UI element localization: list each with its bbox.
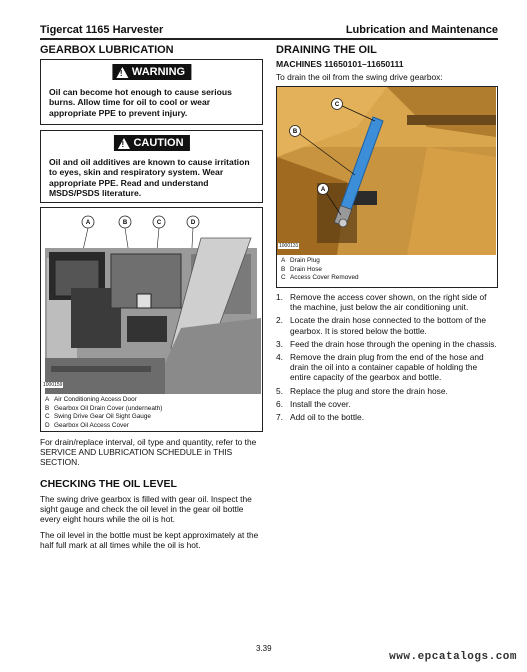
caution-label: CAUTION <box>133 137 184 149</box>
intro-paragraph: For drain/replace interval, oil type and quantity, refer to the SERVICE AND LUBRICATION SCHEDULE in THIS SECTION. <box>40 437 257 468</box>
legend-item-a-left: A Air Conditioning Access Door <box>45 396 137 403</box>
legend-item-c-right: C Access Cover Removed <box>281 274 359 282</box>
figure-id-left: 1000159 <box>43 382 63 388</box>
callout-a-left: A <box>85 220 91 226</box>
warning-sign <box>112 64 191 80</box>
draining-intro: To drain the oil from the swing drive gearbox: <box>276 72 443 82</box>
figure-id-right: 1000131 <box>279 243 299 249</box>
callout-c-right: C <box>334 102 340 108</box>
step-3: 3. Feed the drain hose through the opening in the chassis. <box>276 338 497 349</box>
drain-location-photo <box>277 87 496 255</box>
callout-a-right: A <box>320 187 326 193</box>
header-left: Tigercat 1165 Harvester <box>40 24 164 36</box>
warning-box <box>40 59 263 125</box>
legend-item-b-left: B Gearbox Oil Drain Cover (underneath) <box>45 404 163 412</box>
header-right: Lubrication and Maintenance <box>345 24 498 36</box>
legend-item-b-right: B Drain Hose <box>281 265 322 273</box>
header-rule <box>40 38 498 40</box>
step-7: 7. Add oil to the bottle. <box>276 412 365 423</box>
warning-triangle-icon <box>116 67 128 78</box>
section-title-gearbox-lubrication: GEARBOX LUBRICATION <box>40 44 174 56</box>
callout-c-left: C <box>156 220 162 226</box>
warning-label: WARNING <box>131 66 186 78</box>
caution-text: Oil and oil additives are known to cause irritation to eyes, skin and respiratory system. Wear appropriate PPE. Read and understand MSDS/PSDS literature. <box>49 157 250 199</box>
step-5: 5. Replace the plug and store the drain hose. <box>276 385 448 396</box>
figure-legend-left <box>45 396 162 430</box>
gearbox-location-illustration <box>41 208 261 394</box>
legend-item-a-right: A Drain Plug <box>281 257 320 264</box>
step-1: 1. Remove the access cover shown, on the right side of the machine, just below the air conditioning unit. <box>276 292 487 313</box>
caution-box <box>40 130 263 203</box>
legend-item-d-left: D Gearbox Oil Access Cover <box>45 421 129 429</box>
callout-b-right: B <box>292 129 298 135</box>
caution-sign <box>113 135 189 151</box>
callout-b-left: B <box>122 220 128 226</box>
watermark: www.epcatalogs.com <box>389 651 517 663</box>
draining-steps-list <box>276 292 498 425</box>
caution-triangle-icon <box>117 138 129 149</box>
step-2: 2. Locate the drain hose connected to the bottom of the gearbox. It is stored below the bottle. <box>276 315 487 336</box>
figure-legend-right <box>281 257 359 283</box>
step-6: 6. Install the cover. <box>276 398 351 409</box>
machines-range: MACHINES 11650101–11650111 <box>276 59 404 69</box>
figure-drain-location <box>276 86 498 288</box>
legend-item-c-left: C Swing Drive Gear Oil Sight Gauge <box>45 413 151 421</box>
step-4: 4. Remove the drain plug from the end of the hose and drain the oil into a container capable of holding the entire capacity of the gearbox and bottle. <box>276 352 484 383</box>
section-title-checking-oil-level: CHECKING THE OIL LEVEL <box>40 478 177 490</box>
callout-d-left: D <box>190 220 196 226</box>
figure-gearbox-location <box>40 207 263 432</box>
warning-text: Oil can become hot enough to cause serious burns. Allow time for oil to cool or wear appropriate PPE to prevent injury. <box>49 87 232 118</box>
section-title-draining-oil: DRAINING THE OIL <box>276 44 377 56</box>
page-number: 3.39 <box>256 644 272 653</box>
checking-paragraph-2: The oil level in the bottle must be kept approximately at the half full mark at all times while the oil is hot. <box>40 530 259 551</box>
checking-paragraph-1: The swing drive gearbox is filled with gear oil. Inspect the sight gauge and check the oil level in the gear oil bottle every eight hours while the oil is hot. <box>40 494 252 525</box>
